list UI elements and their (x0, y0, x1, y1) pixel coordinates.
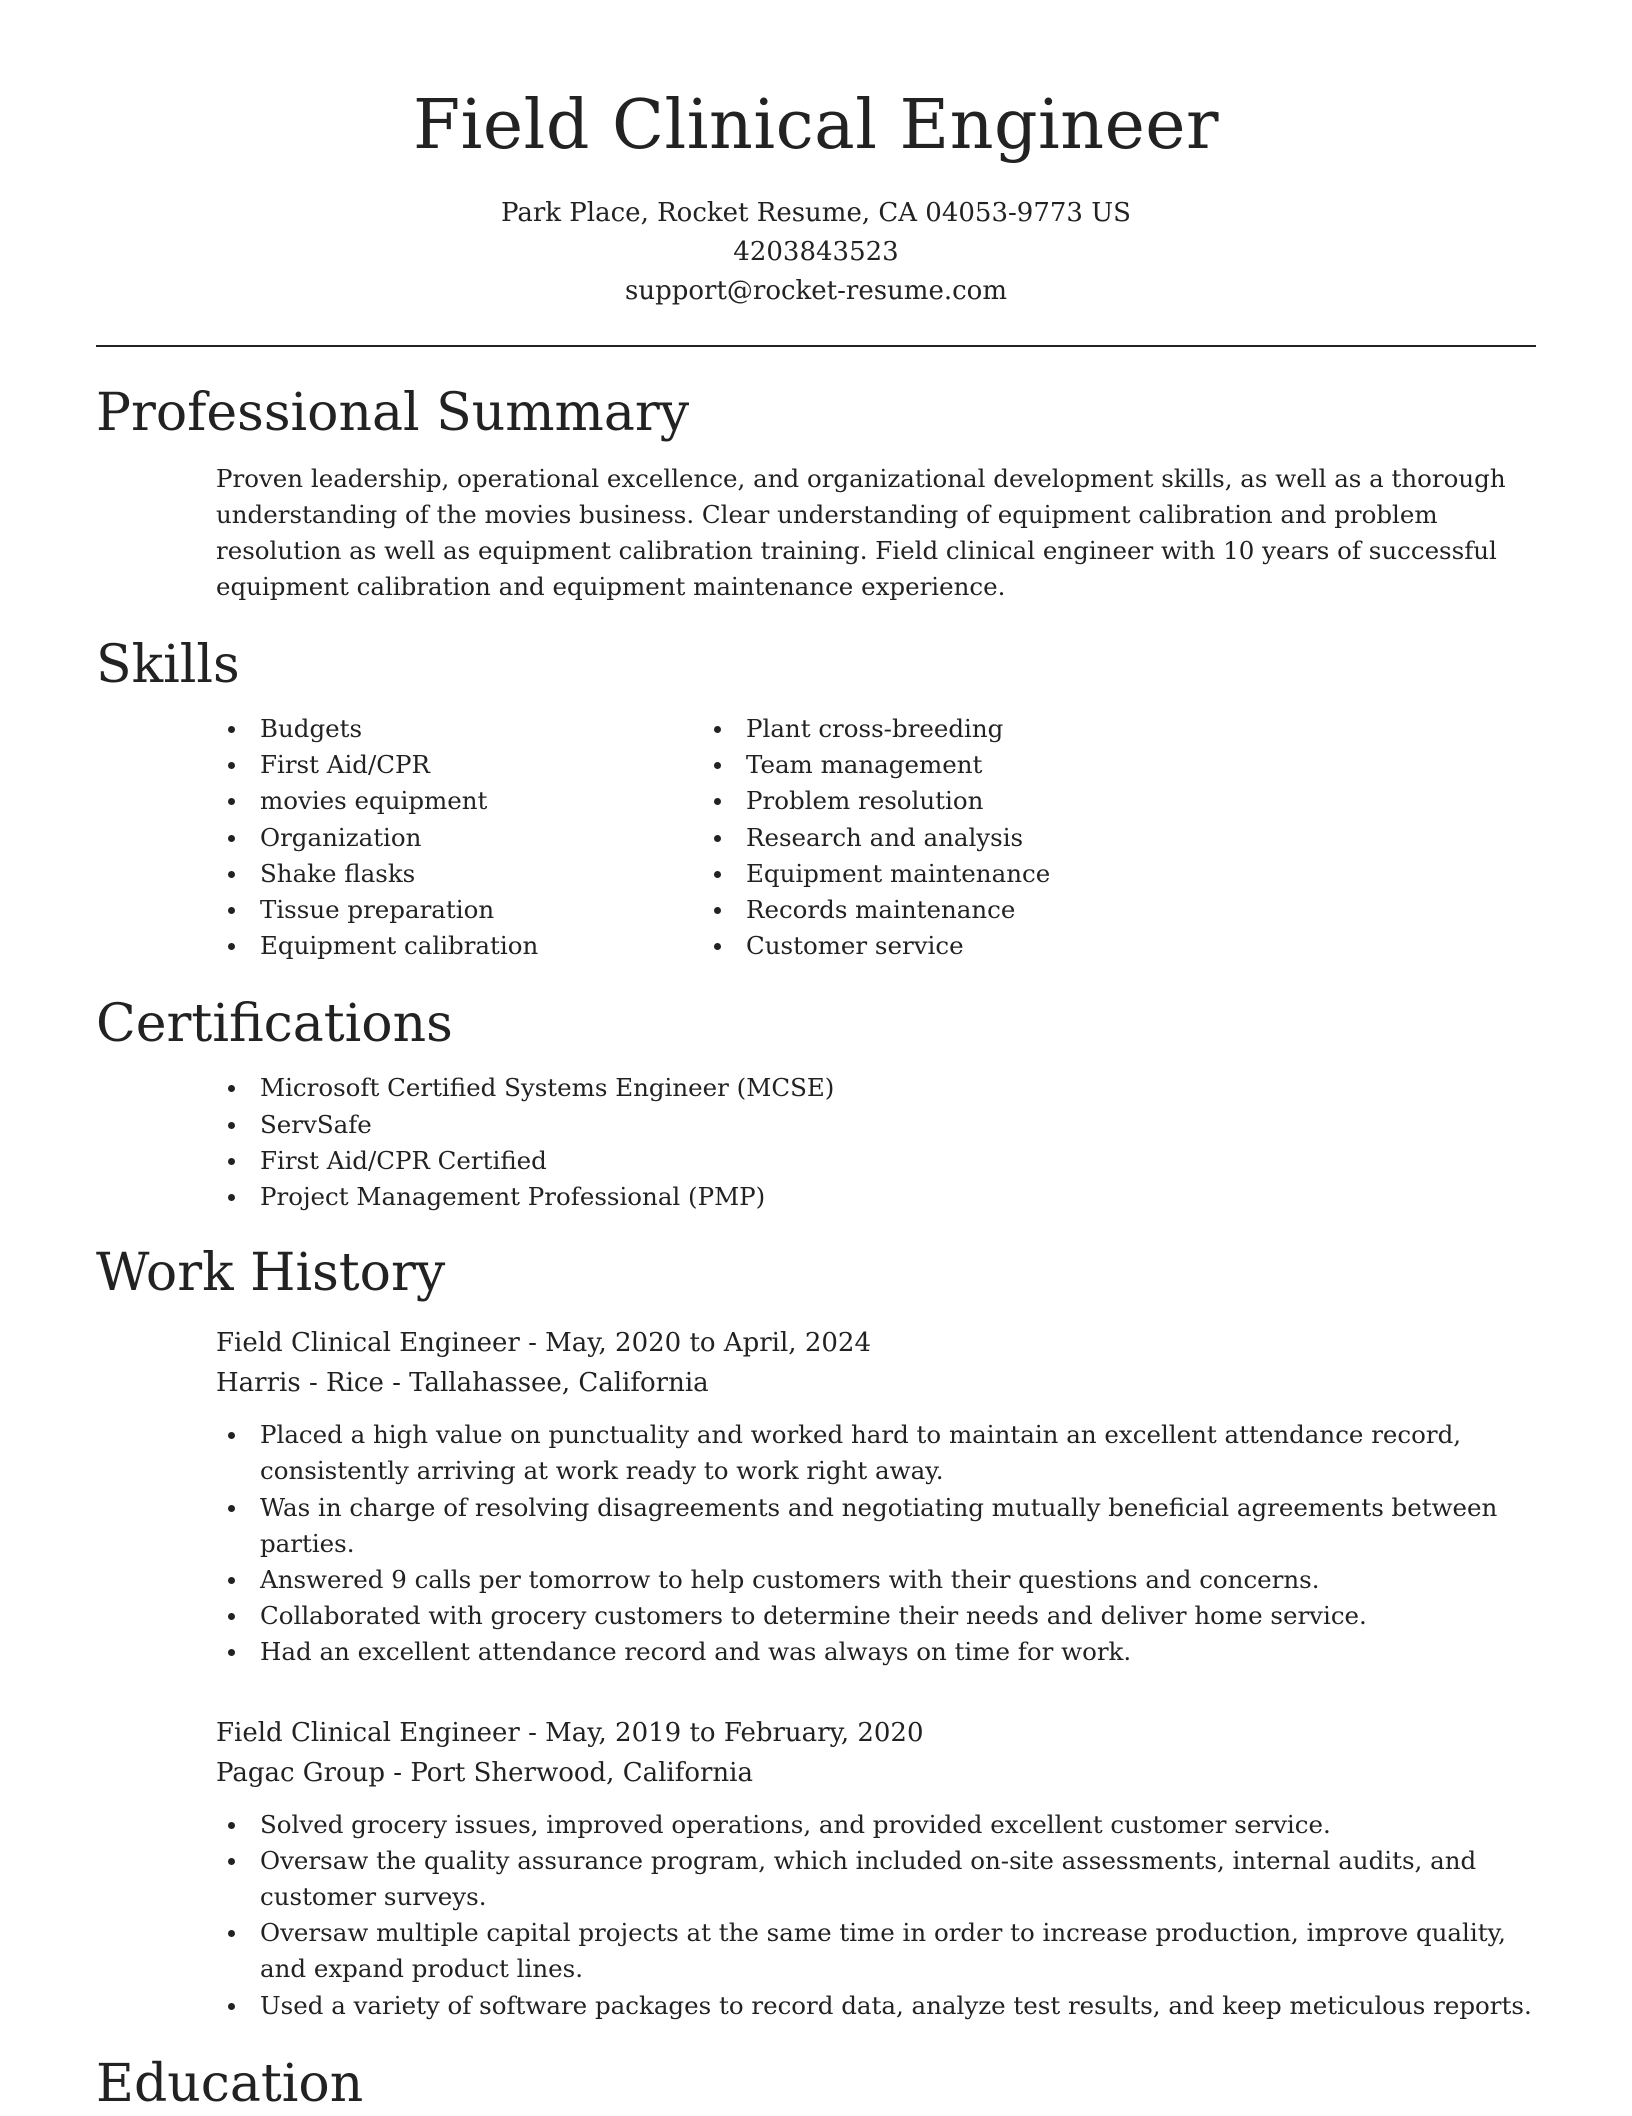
certifications-block (96, 1070, 1536, 1215)
list-item: Customer service (746, 928, 1396, 964)
section-education (96, 2052, 1536, 2116)
job-bullet-list (216, 1807, 1536, 2024)
job-bullets (216, 1417, 1536, 1670)
section-title-certifications: Certifications (96, 994, 453, 1055)
section-skills (96, 633, 1536, 964)
list-item: Research and analysis (746, 820, 1396, 856)
list-item: Had an excellent attendance record and was always on time for work. (260, 1634, 1536, 1670)
skills-column-right (746, 711, 1396, 964)
list-item: Equipment calibration (260, 928, 746, 964)
list-item: Oversaw multiple capital projects at the same time in order to increase production, improve quality, and expand product lines. (260, 1915, 1536, 1987)
job-company-location: Harris - Rice - Tallahassee, California (216, 1368, 709, 1399)
section-title-skills: Skills (96, 635, 240, 695)
list-item: Equipment maintenance (746, 856, 1396, 892)
resume-page (96, 0, 1536, 2116)
list-item: Collaborated with grocery customers to determine their needs and deliver home service. (260, 1598, 1536, 1634)
contact-email: support@rocket-resume.com (624, 276, 1007, 306)
job-company-location: Pagac Group - Port Sherwood, California (216, 1757, 753, 1788)
resume-header (96, 0, 1536, 311)
list-item: Oversaw the quality assurance program, which included on-site assessments, internal audits, and customer surveys. (260, 1843, 1536, 1915)
summary-text: Proven leadership, operational excellence, and organizational development skills, as well as a thorough understanding of the movies business. Clear understanding of equipment calibration and problem resolution as well as equipment calibration training. Field clinical engineer with 10 years of successful equipment calibration and equipment maintenance experience. (216, 464, 1506, 601)
job-entry (216, 1713, 1536, 2024)
skills-column-left (96, 711, 746, 964)
contact-address: Park Place, Rocket Resume, CA 04053-9773 US (501, 198, 1131, 228)
job-role-dates: Field Clinical Engineer - May, 2020 to April, 2024 (216, 1328, 872, 1359)
job-entry (216, 1323, 1536, 1670)
contact-info (96, 194, 1536, 311)
list-item: Tissue preparation (260, 892, 746, 928)
list-item: Was in charge of resolving disagreements and negotiating mutually beneficial agreements between parties. (260, 1490, 1536, 1562)
list-item: Problem resolution (746, 783, 1396, 819)
list-item: First Aid/CPR (260, 747, 746, 783)
section-work-history (96, 1241, 1536, 2024)
list-item: Solved grocery issues, improved operations, and provided excellent customer service. (260, 1807, 1536, 1843)
section-title-education: Education (96, 2053, 364, 2114)
list-item: Shake flasks (260, 856, 746, 892)
list-item: Placed a high value on punctuality and worked hard to maintain an excellent attendance record, consistently arriving at work ready to work right away. (260, 1417, 1536, 1489)
section-certifications (96, 992, 1536, 1215)
header-divider (96, 345, 1536, 347)
section-title-summary: Professional Summary (96, 383, 690, 443)
list-item: Plant cross-breeding (746, 711, 1396, 747)
job-role-dates: Field Clinical Engineer - May, 2019 to February, 2020 (216, 1717, 924, 1748)
list-item: Team management (746, 747, 1396, 783)
skills-list-left (96, 711, 746, 964)
job-bullets (216, 1807, 1536, 2024)
skills-list-right (746, 711, 1396, 964)
section-title-work: Work History (96, 1243, 446, 1304)
skills-grid (96, 711, 1536, 964)
certifications-list (96, 1070, 1536, 1215)
list-item: ServSafe (260, 1107, 1536, 1143)
list-item: Used a variety of software packages to record data, analyze test results, and keep meticulous reports. (260, 1988, 1536, 2024)
list-item: Records maintenance (746, 892, 1396, 928)
list-item: movies equipment (260, 783, 746, 819)
candidate-name: Field Clinical Engineer (412, 86, 1220, 165)
contact-phone: 4203843523 (733, 237, 899, 267)
list-item: Project Management Professional (PMP) (260, 1179, 1536, 1215)
list-item: Answered 9 calls per tomorrow to help customers with their questions and concerns. (260, 1562, 1536, 1598)
list-item: Organization (260, 820, 746, 856)
list-item: Budgets (260, 711, 746, 747)
job-bullet-list (216, 1417, 1536, 1670)
section-professional-summary (96, 381, 1536, 605)
list-item: Microsoft Certified Systems Engineer (MCSE) (260, 1070, 1536, 1106)
list-item: First Aid/CPR Certified (260, 1143, 1536, 1179)
